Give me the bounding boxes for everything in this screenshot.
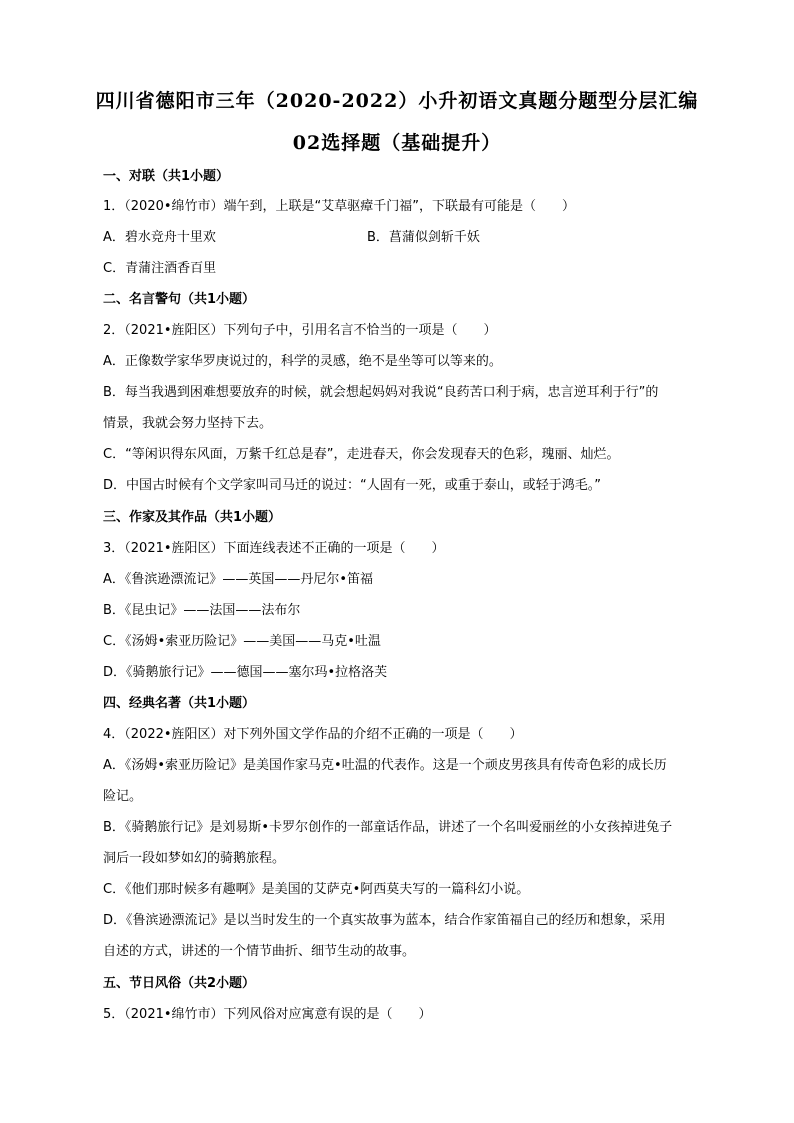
question-2-option-b-line2: 情景，我就会努力坚持下去。 <box>103 416 273 431</box>
question-1-option-b: B．菖蒲似剑斩千妖 <box>367 230 480 245</box>
question-4-option-d-line1: D．《鲁滨逊漂流记》是以当时发生的一个真实故事为蓝本，结合作家笛福自己的经历和想象，采用 <box>103 913 666 928</box>
document-title: 四川省德阳市三年（2020-2022）小升初语文真题分题型分层汇编 <box>95 90 699 112</box>
question-5-stem: 5．（2021•绵竹市）下列风俗对应寓意有误的是（ ） <box>103 1007 432 1022</box>
question-1-option-a: A．碧水竞舟十里欢 <box>103 230 216 245</box>
question-2-option-c: C．“等闲识得东风面，万紫千红总是春”，走进春天，你会发现春天的色彩，瑰丽、灿烂。 <box>103 447 620 462</box>
question-3-option-b: B．《昆虫记》——法国——法布尔 <box>103 603 301 618</box>
question-2-option-d: D．中国古时候有个文学家叫司马迁的说过：“人固有一死，或重于泰山，或轻于鸿毛。” <box>103 478 601 493</box>
question-1-stem: 1．（2020•绵竹市）端午到，上联是“艾草驱瘴千门福”，下联最有可能是（ ） <box>103 199 575 214</box>
question-2-option-a: A．正像数学家华罗庚说过的，科学的灵感，绝不是坐等可以等来的。 <box>103 354 502 369</box>
question-4-option-d-line2: 自述的方式，讲述的一个情节曲折、细节生动的故事。 <box>103 944 416 959</box>
section-heading-festivals: 五、节日风俗（共2小题） <box>103 976 256 991</box>
section-heading-quotes: 二、名言警句（共1小题） <box>103 292 256 307</box>
question-4-option-b-line1: B．《骑鹅旅行记》是刘易斯•卡罗尔创作的一部童话作品，讲述了一个名叫爱丽丝的小女孩掉进兔子 <box>103 820 673 835</box>
question-4-option-b-line2: 洞后一段如梦如幻的骑鹅旅程。 <box>103 851 286 866</box>
question-1-option-c: C．青蒲注酒香百里 <box>103 261 217 276</box>
question-4-option-a-line1: A．《汤姆•索亚历险记》是美国作家马克•吐温的代表作。这是一个顽皮男孩具有传奇色彩的成长历 <box>103 758 667 773</box>
document-subtitle: 02选择题（基础提升） <box>292 132 502 154</box>
question-2-option-b-line1: B．每当我遇到困难想要放弃的时候，就会想起妈妈对我说“良药苦口利于病，忠言逆耳利于行”的 <box>103 385 659 400</box>
question-4-option-a-line2: 险记。 <box>103 789 143 804</box>
section-heading-authors: 三、作家及其作品（共1小题） <box>103 510 282 525</box>
question-3-option-d: D．《骑鹅旅行记》——德国——塞尔玛•拉格洛芙 <box>103 665 388 680</box>
question-3-option-a: A．《鲁滨逊漂流记》——英国——丹尼尔•笛福 <box>103 572 374 587</box>
question-4-option-c: C．《他们那时候多有趣啊》是美国的艾萨克•阿西莫夫写的一篇科幻小说。 <box>103 882 530 897</box>
question-2-stem: 2．（2021•旌阳区）下列句子中，引用名言不恰当的一项是（ ） <box>103 323 497 338</box>
section-heading-couplet: 一、对联（共1小题） <box>103 169 230 184</box>
question-4-stem: 4．（2022•旌阳区）对下列外国文学作品的介绍不正确的一项是（ ） <box>103 727 523 742</box>
question-3-stem: 3．（2021•旌阳区）下面连线表述不正确的一项是（ ） <box>103 541 445 556</box>
question-3-option-c: C．《汤姆•索亚历险记》——美国——马克•吐温 <box>103 634 381 649</box>
section-heading-classics: 四、经典名著（共1小题） <box>103 696 256 711</box>
